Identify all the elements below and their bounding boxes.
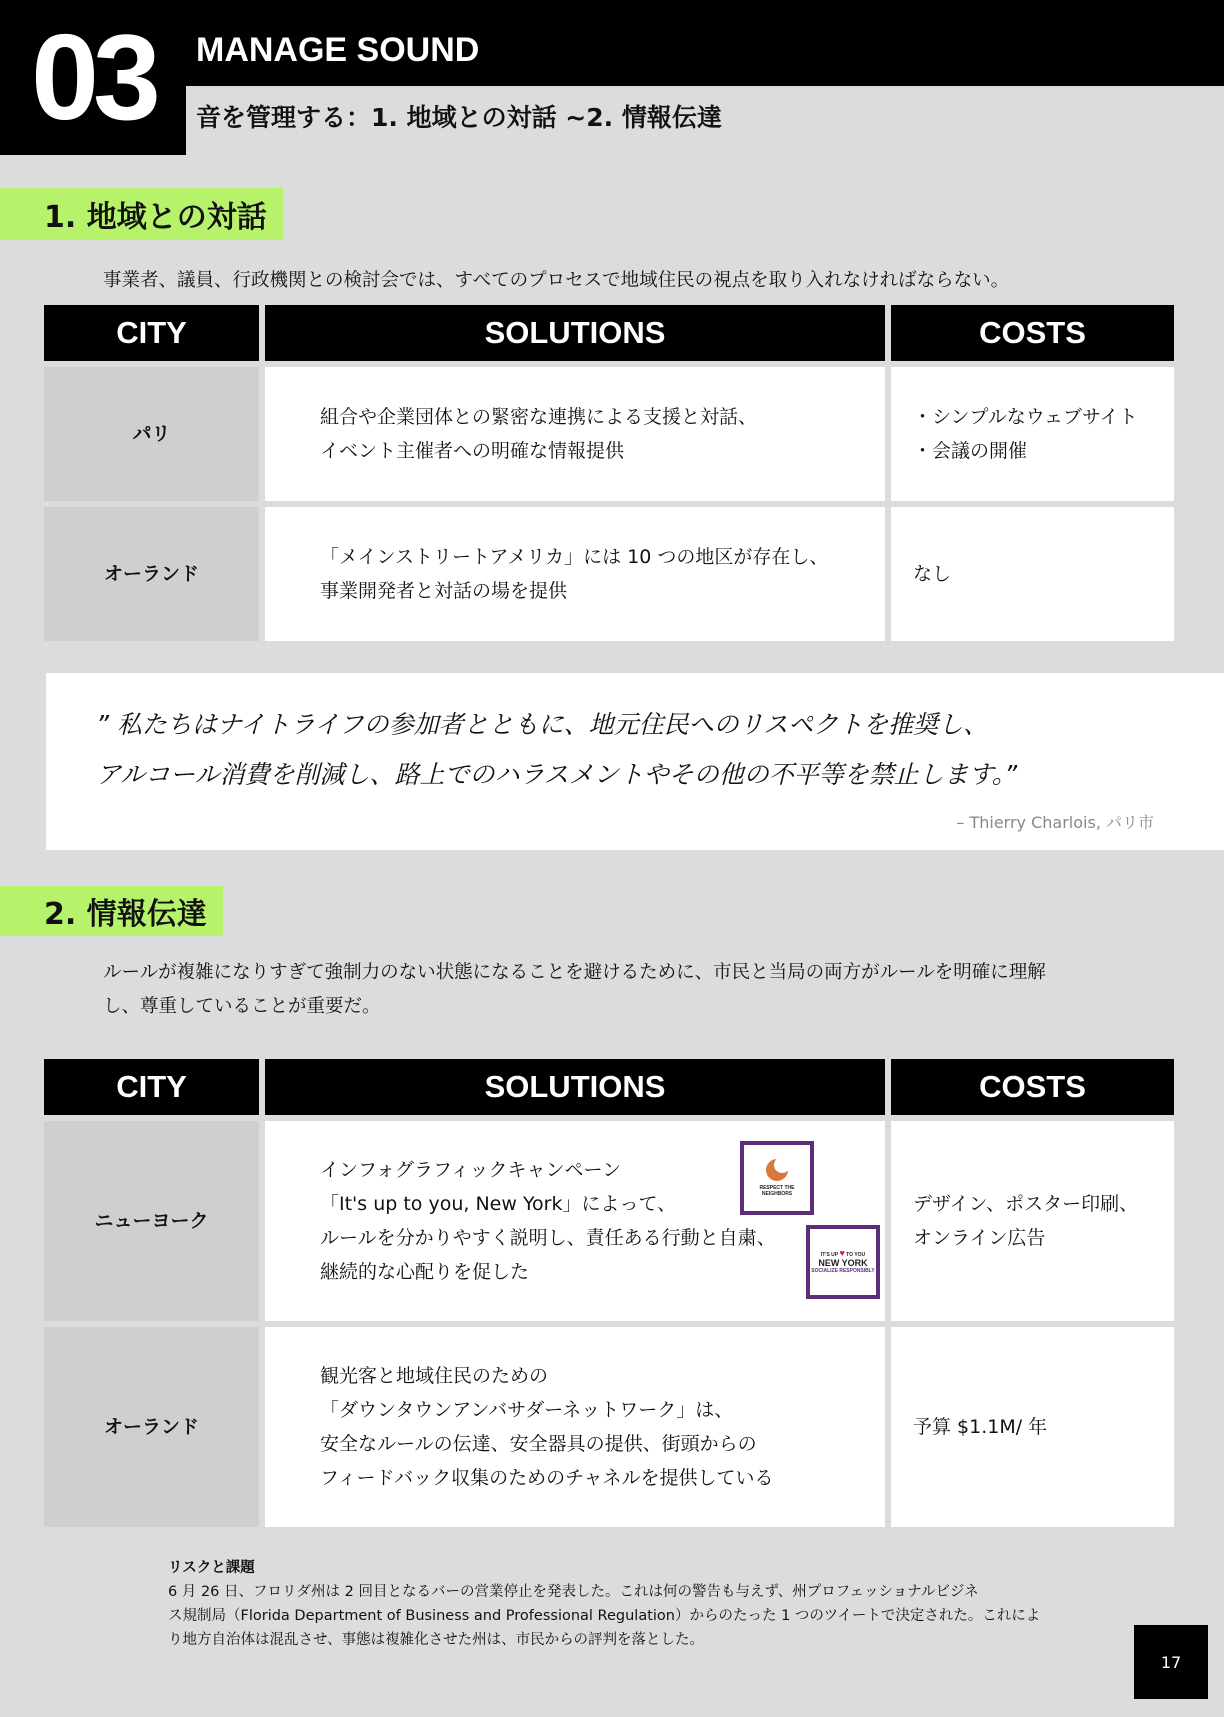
poster-tagline: IT'S UP ♥ TO YOU	[820, 1248, 866, 1258]
cost-line: ・シンプルなウェブサイト	[913, 406, 1138, 428]
risk-line: り地方自治体は混乱させ、事態は複雑化させた州は、市民からの評判を落とした。	[168, 1632, 705, 1648]
quote-box	[46, 673, 1224, 850]
risk-note	[168, 1556, 1068, 1652]
cost-cell	[891, 1121, 1174, 1321]
poster-headline: NEW YORK	[818, 1258, 868, 1268]
solution-cell	[265, 1121, 885, 1321]
moon-icon	[766, 1159, 788, 1181]
intro-line: し、尊重していることが重要だ。	[103, 996, 381, 1017]
header-city: CITY	[44, 1059, 259, 1115]
solution-cell	[265, 1327, 885, 1527]
section-tag-information: 2. 情報伝達	[0, 886, 223, 936]
table-row	[44, 367, 1174, 501]
risk-title: リスクと課題	[168, 1560, 255, 1576]
header-costs: COSTS	[891, 305, 1174, 361]
cost-line: オンライン広告	[913, 1227, 1046, 1249]
section1-intro: 事業者、議員、行政機関との検討会では、すべてのプロセスで地域住民の視点を取り入れなければならない。	[103, 270, 1010, 291]
quote-author: – Thierry Charlois, パリ市	[956, 813, 1154, 832]
poster-subline: SOCIALIZE RESPONSIBLY	[811, 1268, 875, 1274]
header-solutions: SOLUTIONS	[265, 305, 885, 361]
solution-line: 安全なルールの伝達、安全器具の提供、街頭からの	[320, 1433, 757, 1455]
table-row	[44, 507, 1174, 641]
city-cell: パリ	[44, 367, 259, 501]
campaign-poster-neighbors	[740, 1141, 814, 1215]
city-cell: オーランド	[44, 1327, 259, 1527]
header-costs: COSTS	[891, 1059, 1174, 1115]
cost-line: なし	[913, 563, 952, 585]
quote-line: アルコール消費を削減し、路上でのハラスメントやその他の不平等を禁止します。”	[96, 760, 1018, 789]
section-tag-dialogue: 1. 地域との対話	[0, 188, 283, 240]
solution-line: 「It's up to you, New York」によって、	[320, 1193, 677, 1215]
solution-line: 「メインストリートアメリカ」には 10 つの地区が存在し、	[320, 546, 829, 568]
solution-cell	[265, 507, 885, 641]
solution-line: ルールを分かりやすく説明し、責任ある行動と自粛、	[320, 1227, 776, 1249]
solution-line: 観光客と地域住民のための	[320, 1365, 549, 1387]
solution-line: 組合や企業団体との緊密な連携による支援と対話、	[320, 406, 758, 428]
intro-line: ルールが複雑になりすぎて強制力のない状態になることを避けるために、市民と当局の両方がルールを明確に理解	[103, 962, 1046, 983]
page-title: MANAGE SOUND	[196, 31, 480, 69]
solution-line: 事業開発者と対話の場を提供	[320, 580, 568, 602]
page-subtitle: 音を管理する：1. 地域との対話 ~2. 情報伝達	[196, 103, 722, 132]
heart-icon: ♥	[839, 1248, 845, 1258]
risk-line: 6 月 26 日、フロリダ州は 2 回目となるバーの営業停止を発表した。これは何の警告も与えず、州プロフェッショナルビジネ	[168, 1584, 979, 1600]
solution-cell	[265, 367, 885, 501]
information-table	[38, 1053, 1180, 1533]
poster-title: RESPECT THE NEIGHBORS	[759, 1185, 795, 1197]
cost-cell	[891, 1327, 1174, 1527]
dialogue-table	[38, 299, 1180, 647]
city-cell: オーランド	[44, 507, 259, 641]
risk-line: ス規制局（Florida Department of Business and Professional Regulation）からのたった 1 つのツイートで決定された。これによ	[168, 1608, 1041, 1624]
quote-text	[96, 700, 1017, 800]
cost-cell	[891, 367, 1174, 501]
header-solutions: SOLUTIONS	[265, 1059, 885, 1115]
cost-cell	[891, 507, 1174, 641]
cost-line: 予算 $1.1M/ 年	[913, 1416, 1048, 1438]
chapter-number: 03	[0, 0, 186, 155]
cost-line: ・会議の開催	[913, 440, 1028, 462]
city-cell: ニューヨーク	[44, 1121, 259, 1321]
header-city: CITY	[44, 305, 259, 361]
table-row	[44, 1327, 1174, 1527]
cost-line: デザイン、ポスター印刷、	[913, 1193, 1139, 1215]
solution-line: フィードバック収集のためのチャネルを提供している	[320, 1467, 774, 1489]
campaign-poster-newyork	[806, 1225, 880, 1299]
section2-intro	[103, 956, 1143, 1024]
solution-content	[320, 1153, 875, 1289]
solution-line: インフォグラフィックキャンペーン	[320, 1159, 622, 1181]
solution-line: イベント主催者への明確な情報提供	[320, 440, 625, 462]
quote-line: ” 私たちはナイトライフの参加者とともに、地元住民へのリスペクトを推奨し、	[96, 710, 989, 739]
solution-line: 「ダウンタウンアンバサダーネットワーク」は、	[320, 1399, 734, 1421]
page-number: 17	[1134, 1625, 1208, 1699]
table-row	[44, 1121, 1174, 1321]
solution-line: 継続的な心配りを促した	[320, 1261, 530, 1283]
